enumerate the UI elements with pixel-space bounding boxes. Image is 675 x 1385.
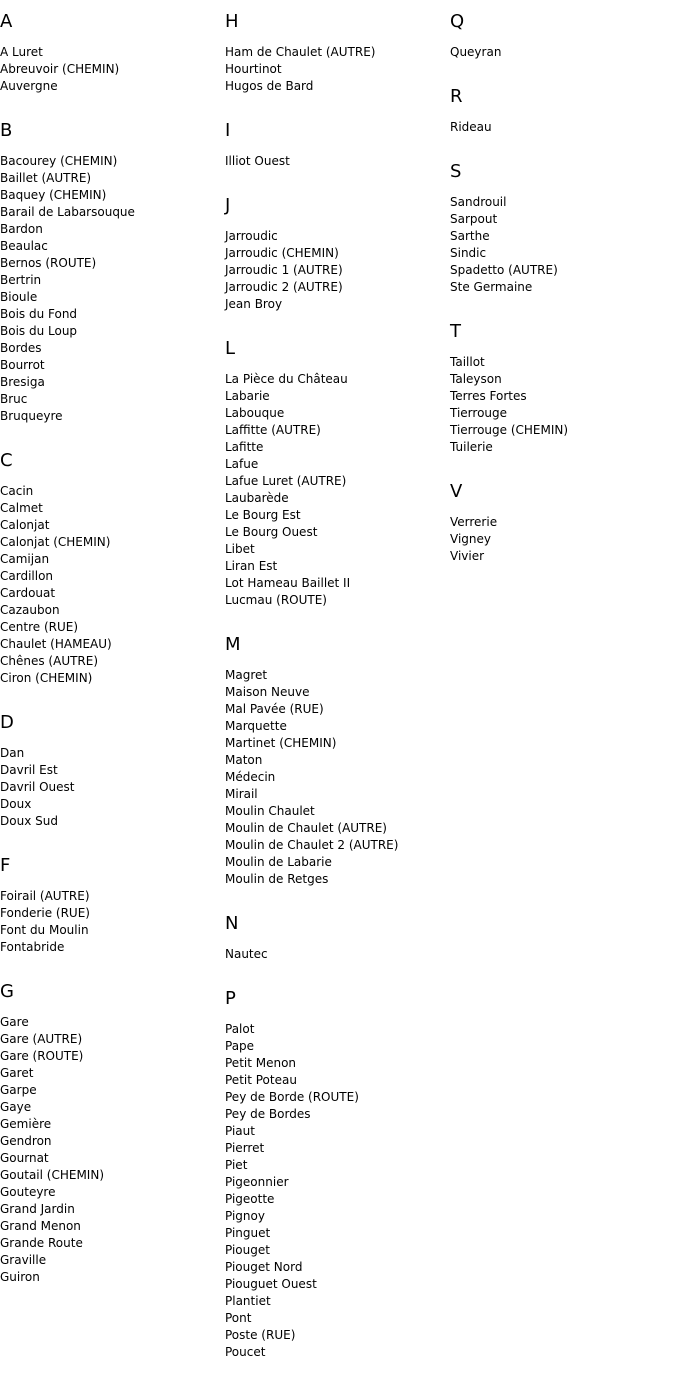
- street-link[interactable]: Pignoy: [225, 1209, 265, 1223]
- street-list: [225, 153, 445, 170]
- index-column: [225, 10, 445, 1385]
- street-link[interactable]: Fontabride: [0, 940, 65, 954]
- street-link[interactable]: Lucmau (ROUTE): [225, 593, 327, 607]
- street-link[interactable]: Jean Broy: [225, 297, 283, 311]
- street-link[interactable]: Pigeonnier: [225, 1175, 289, 1189]
- street-link[interactable]: Le Bourg Ouest: [225, 525, 318, 539]
- street-link[interactable]: Font du Moulin: [0, 923, 89, 937]
- street-link[interactable]: Ham de Chaulet (AUTRE): [225, 45, 376, 59]
- street-link[interactable]: Liran Est: [225, 559, 278, 573]
- letter-heading: I: [225, 120, 231, 141]
- street-link[interactable]: Beaulac: [0, 239, 48, 253]
- street-link[interactable]: Hourtinot: [225, 62, 282, 76]
- index-column: [450, 10, 670, 589]
- street-link[interactable]: La Pièce du Château: [225, 372, 348, 386]
- street-link[interactable]: Laffitte (AUTRE): [225, 423, 321, 437]
- street-list: [450, 514, 670, 565]
- street-link[interactable]: Taillot: [450, 355, 485, 369]
- street-link[interactable]: Baillet (AUTRE): [0, 171, 92, 185]
- street-link[interactable]: Gare: [0, 1015, 29, 1029]
- street-link[interactable]: Fonderie (RUE): [0, 906, 90, 920]
- street-link[interactable]: Bordes: [0, 341, 42, 355]
- street-list: [0, 745, 220, 830]
- street-list: [225, 1021, 445, 1361]
- street-link[interactable]: Petit Menon: [225, 1056, 297, 1070]
- letter-section: [225, 633, 445, 888]
- street-link[interactable]: Piaut: [225, 1124, 255, 1138]
- street-link[interactable]: Pape: [225, 1039, 255, 1053]
- letter-section: [450, 10, 670, 61]
- street-link[interactable]: Gournat: [0, 1151, 49, 1165]
- street-link[interactable]: Illiot Ouest: [225, 154, 290, 168]
- letter-section: [450, 160, 670, 296]
- street-link[interactable]: Centre (RUE): [0, 620, 79, 634]
- letter-section: [0, 711, 220, 830]
- street-link[interactable]: Vigney: [450, 532, 491, 546]
- letter-section: [0, 449, 220, 687]
- street-link[interactable]: Sindic: [450, 246, 487, 260]
- street-link[interactable]: Gendron: [0, 1134, 52, 1148]
- street-link[interactable]: Pont: [225, 1311, 252, 1325]
- street-link[interactable]: Spadetto (AUTRE): [450, 263, 558, 277]
- street-link[interactable]: Petit Poteau: [225, 1073, 297, 1087]
- street-link[interactable]: Bresiga: [0, 375, 45, 389]
- street-link[interactable]: Dan: [0, 746, 25, 760]
- street-link[interactable]: Labouque: [225, 406, 285, 420]
- street-link[interactable]: Tuilerie: [450, 440, 493, 454]
- street-link[interactable]: Plantiet: [225, 1294, 271, 1308]
- letter-heading: B: [0, 120, 13, 141]
- street-link[interactable]: Chênes (AUTRE): [0, 654, 99, 668]
- street-link[interactable]: Cazaubon: [0, 603, 60, 617]
- street-list: [0, 1014, 220, 1286]
- street-link[interactable]: Cardouat: [0, 586, 56, 600]
- street-link[interactable]: Guiron: [0, 1270, 40, 1284]
- letter-heading: C: [0, 450, 13, 471]
- letter-section: [225, 194, 445, 313]
- street-link[interactable]: Lafue: [225, 457, 259, 471]
- letter-section: [225, 119, 445, 170]
- letter-heading: T: [450, 321, 461, 342]
- street-link[interactable]: Moulin Chaulet: [225, 804, 315, 818]
- street-link[interactable]: Bois du Fond: [0, 307, 78, 321]
- street-list: [450, 119, 670, 136]
- street-link[interactable]: Pey de Bordes: [225, 1107, 311, 1121]
- street-list: [450, 354, 670, 456]
- street-link[interactable]: Grand Jardin: [0, 1202, 75, 1216]
- street-link[interactable]: Sarpout: [450, 212, 498, 226]
- street-link[interactable]: Bardon: [0, 222, 43, 236]
- street-link[interactable]: Tierrouge (CHEMIN): [450, 423, 569, 437]
- street-link[interactable]: Taleyson: [450, 372, 502, 386]
- street-link[interactable]: Pigeotte: [225, 1192, 275, 1206]
- street-link[interactable]: Garet: [0, 1066, 34, 1080]
- street-link[interactable]: Calmet: [0, 501, 43, 515]
- street-link[interactable]: Bioule: [0, 290, 38, 304]
- street-link[interactable]: Piouget: [225, 1243, 270, 1257]
- street-link[interactable]: Bruc: [0, 392, 28, 406]
- street-list: [225, 228, 445, 313]
- letter-heading: J: [225, 195, 231, 216]
- letter-heading: L: [225, 338, 236, 359]
- letter-section: [450, 320, 670, 456]
- street-link[interactable]: Poucet: [225, 1345, 266, 1359]
- street-link[interactable]: Sandrouil: [450, 195, 507, 209]
- street-link[interactable]: Graville: [0, 1253, 47, 1267]
- street-list: [0, 44, 220, 95]
- street-link[interactable]: Moulin de Retges: [225, 872, 329, 886]
- letter-heading: R: [450, 86, 463, 107]
- letter-section: [0, 980, 220, 1286]
- street-link[interactable]: Grande Route: [0, 1236, 83, 1250]
- street-link[interactable]: Doux Sud: [0, 814, 58, 828]
- letter-section: [225, 987, 445, 1361]
- street-link[interactable]: Pierret: [225, 1141, 265, 1155]
- street-link[interactable]: Doux: [0, 797, 32, 811]
- street-link[interactable]: Garpe: [0, 1083, 37, 1097]
- street-link[interactable]: Vivier: [450, 549, 485, 563]
- street-link[interactable]: Jarroudic 1 (AUTRE): [225, 263, 343, 277]
- street-link[interactable]: A Luret: [0, 45, 43, 59]
- street-link[interactable]: Piouget Nord: [225, 1260, 303, 1274]
- letter-heading: A: [0, 11, 13, 32]
- street-link[interactable]: Poste (RUE): [225, 1328, 296, 1342]
- street-link[interactable]: Martinet (CHEMIN): [225, 736, 337, 750]
- street-link[interactable]: Jarroudic (CHEMIN): [225, 246, 339, 260]
- street-list: [225, 371, 445, 609]
- letter-section: [0, 10, 220, 95]
- street-link[interactable]: Queyran: [450, 45, 502, 59]
- street-link[interactable]: Ste Germaine: [450, 280, 533, 294]
- street-list: [450, 194, 670, 296]
- street-link[interactable]: Davril Est: [0, 763, 58, 777]
- street-link[interactable]: Rideau: [450, 120, 492, 134]
- street-link[interactable]: Pey de Borde (ROUTE): [225, 1090, 359, 1104]
- street-link[interactable]: Camijan: [0, 552, 50, 566]
- street-link[interactable]: Laubarède: [225, 491, 289, 505]
- letter-section: [225, 10, 445, 95]
- street-link[interactable]: Cardillon: [0, 569, 54, 583]
- letter-heading: V: [450, 481, 463, 502]
- letter-section: [225, 912, 445, 963]
- street-link[interactable]: Grand Menon: [0, 1219, 81, 1233]
- street-link[interactable]: Le Bourg Est: [225, 508, 301, 522]
- street-link[interactable]: Davril Ouest: [0, 780, 75, 794]
- street-link[interactable]: Cacin: [0, 484, 34, 498]
- street-link[interactable]: Bertrin: [0, 273, 42, 287]
- letter-heading: S: [450, 161, 462, 182]
- street-link[interactable]: Nautec: [225, 947, 268, 961]
- letter-section: [0, 854, 220, 956]
- street-link[interactable]: Auvergne: [0, 79, 58, 93]
- street-link[interactable]: Tierrouge: [450, 406, 508, 420]
- street-link[interactable]: Labarie: [225, 389, 270, 403]
- street-link[interactable]: Goutail (CHEMIN): [0, 1168, 105, 1182]
- street-link[interactable]: Médecin: [225, 770, 276, 784]
- street-list: [450, 44, 670, 61]
- index-column: [0, 10, 220, 1310]
- street-link[interactable]: Lafue Luret (AUTRE): [225, 474, 347, 488]
- street-link[interactable]: Moulin de Chaulet (AUTRE): [225, 821, 387, 835]
- street-list: [0, 888, 220, 956]
- street-link[interactable]: Hugos de Bard: [225, 79, 314, 93]
- street-link[interactable]: Pinguet: [225, 1226, 271, 1240]
- street-link[interactable]: Gare (AUTRE): [0, 1032, 83, 1046]
- street-list: [225, 44, 445, 95]
- street-link[interactable]: Jarroudic 2 (AUTRE): [225, 280, 343, 294]
- street-link[interactable]: Ciron (CHEMIN): [0, 671, 93, 685]
- street-link[interactable]: Verrerie: [450, 515, 498, 529]
- street-link[interactable]: Piet: [225, 1158, 248, 1172]
- street-list: [0, 153, 220, 425]
- letter-heading: H: [225, 11, 239, 32]
- street-link[interactable]: Sarthe: [450, 229, 490, 243]
- street-link[interactable]: Bois du Loup: [0, 324, 78, 338]
- street-link[interactable]: Marquette: [225, 719, 287, 733]
- street-link[interactable]: Gaye: [0, 1100, 32, 1114]
- street-link[interactable]: Piouguet Ouest: [225, 1277, 317, 1291]
- street-link[interactable]: Gemière: [0, 1117, 52, 1131]
- street-link[interactable]: Libet: [225, 542, 255, 556]
- street-link[interactable]: Lafitte: [225, 440, 264, 454]
- letter-heading: N: [225, 913, 239, 934]
- street-link[interactable]: Chaulet (HAMEAU): [0, 637, 112, 651]
- street-link[interactable]: Bruqueyre: [0, 409, 63, 423]
- street-list: [225, 946, 445, 963]
- letter-heading: D: [0, 712, 14, 733]
- street-link[interactable]: Bacourey (CHEMIN): [0, 154, 118, 168]
- street-link[interactable]: Maton: [225, 753, 263, 767]
- letter-section: [450, 85, 670, 136]
- street-link[interactable]: Palot: [225, 1022, 255, 1036]
- letter-section: [225, 337, 445, 609]
- street-link[interactable]: Foirail (AUTRE): [0, 889, 90, 903]
- street-link[interactable]: Bourrot: [0, 358, 45, 372]
- street-link[interactable]: Moulin de Labarie: [225, 855, 332, 869]
- letter-heading: P: [225, 988, 236, 1009]
- street-link[interactable]: Calonjat (CHEMIN): [0, 535, 111, 549]
- street-link[interactable]: Lot Hameau Baillet II: [225, 576, 351, 590]
- street-link[interactable]: Jarroudic: [225, 229, 278, 243]
- street-link[interactable]: Mal Pavée (RUE): [225, 702, 324, 716]
- letter-section: [0, 119, 220, 425]
- street-link[interactable]: Baquey (CHEMIN): [0, 188, 107, 202]
- street-list: [225, 667, 445, 888]
- letter-heading: Q: [450, 11, 465, 32]
- street-list: [0, 483, 220, 687]
- street-link[interactable]: Calonjat: [0, 518, 50, 532]
- letter-heading: M: [225, 634, 241, 655]
- letter-heading: F: [0, 855, 11, 876]
- letter-section: [450, 480, 670, 565]
- street-link[interactable]: Mirail: [225, 787, 258, 801]
- letter-heading: G: [0, 981, 14, 1002]
- street-link[interactable]: Barail de Labarsouque: [0, 205, 135, 219]
- street-link[interactable]: Moulin de Chaulet 2 (AUTRE): [225, 838, 399, 852]
- street-link[interactable]: Abreuvoir (CHEMIN): [0, 62, 120, 76]
- street-link[interactable]: Gare (ROUTE): [0, 1049, 84, 1063]
- street-link[interactable]: Bernos (ROUTE): [0, 256, 97, 270]
- street-link[interactable]: Maison Neuve: [225, 685, 310, 699]
- street-link[interactable]: Gouteyre: [0, 1185, 56, 1199]
- street-link[interactable]: Terres Fortes: [450, 389, 527, 403]
- street-link[interactable]: Magret: [225, 668, 268, 682]
